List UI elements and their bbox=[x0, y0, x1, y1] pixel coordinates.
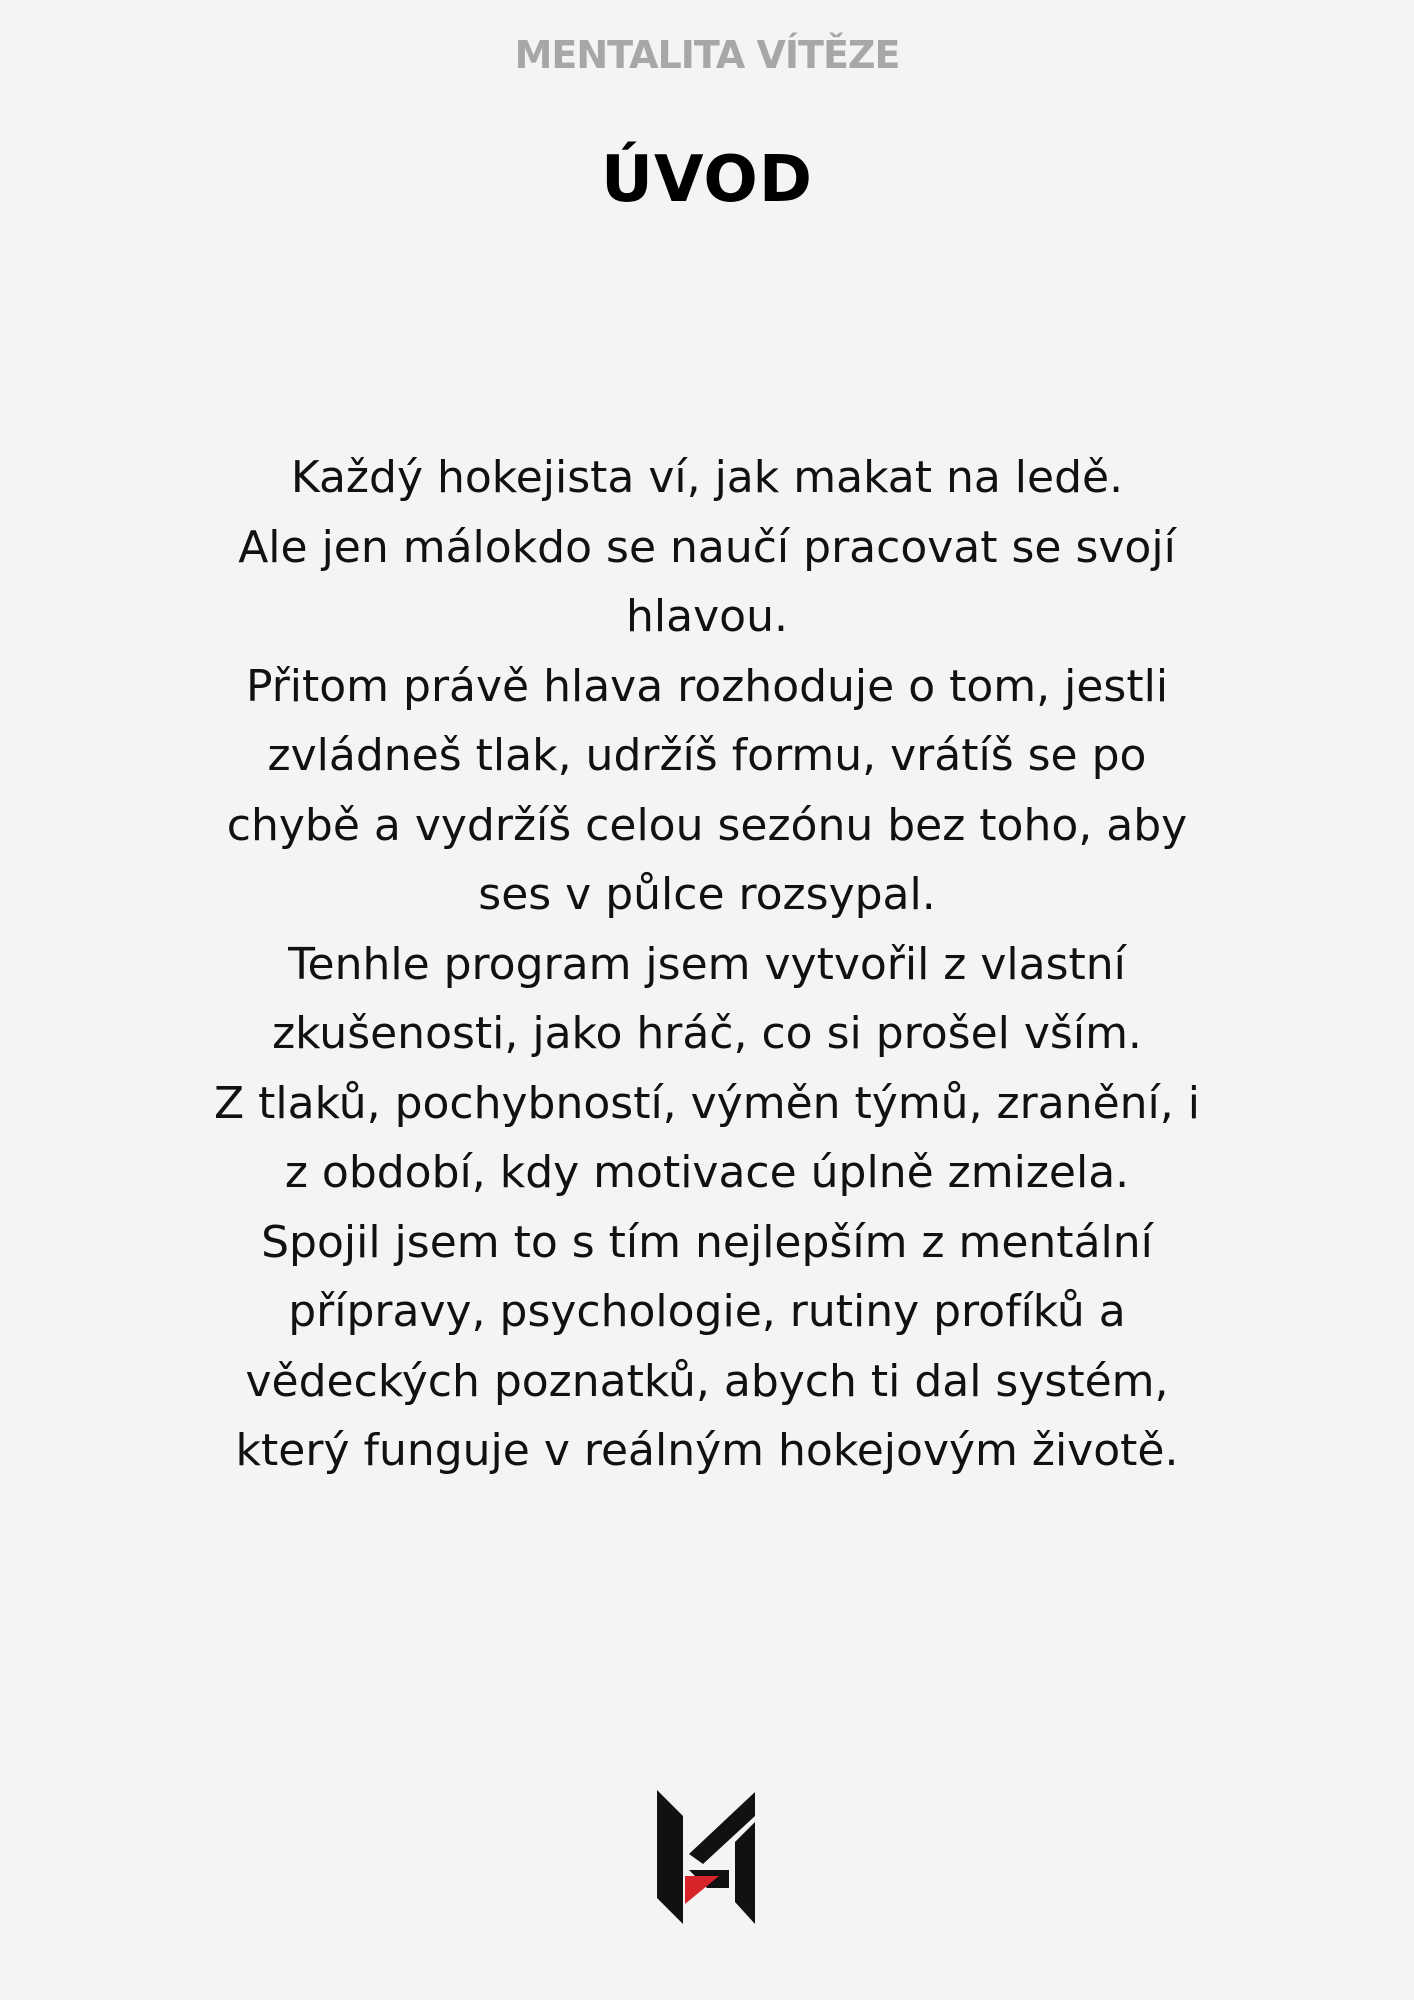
body-line: ses v půlce rozsypal. bbox=[478, 869, 936, 920]
page-title: ÚVOD bbox=[601, 143, 813, 217]
k-monogram-logo-icon bbox=[655, 1790, 759, 1924]
body-line: Přitom právě hlava rozhoduje o tom, jestli bbox=[245, 660, 1169, 712]
body-text bbox=[120, 443, 1294, 1486]
body-line: vědeckých poznatků, abych ti dal systém, bbox=[245, 1355, 1169, 1407]
header-brand: MENTALITA VÍTĚZE bbox=[514, 33, 900, 77]
body-line: přípravy, psychologie, rutiny profíků a bbox=[288, 1286, 1126, 1337]
body-line: zvládneš tlak, udržíš formu, vrátíš se po bbox=[267, 730, 1147, 781]
logo-red-accent bbox=[685, 1876, 719, 1904]
logo-left-bar bbox=[657, 1790, 683, 1924]
body-line: Každý hokejista ví, jak makat na ledě. bbox=[290, 452, 1124, 503]
body-line: z období, kdy motivace úplně zmizela. bbox=[284, 1147, 1130, 1198]
body-line: zkušenosti, jako hráč, co si prošel vším. bbox=[272, 1008, 1142, 1059]
body-line: Tenhle program jsem vytvořil z vlastní bbox=[288, 938, 1126, 990]
body-line: chybě a vydržíš celou sezónu bez toho, aby bbox=[226, 799, 1188, 851]
logo-right-bar bbox=[735, 1822, 755, 1924]
body-line: hlavou. bbox=[626, 591, 788, 642]
body-line: Spojil jsem to s tím nejlepším z mentální bbox=[261, 1216, 1153, 1268]
body-line: Z tlaků, pochybností, výměn týmů, zranění, i bbox=[214, 1077, 1200, 1129]
body-line: Ale jen málokdo se naučí pracovat se svojí bbox=[238, 521, 1176, 573]
body-line: který funguje v reálným hokejovým životě. bbox=[235, 1425, 1179, 1476]
